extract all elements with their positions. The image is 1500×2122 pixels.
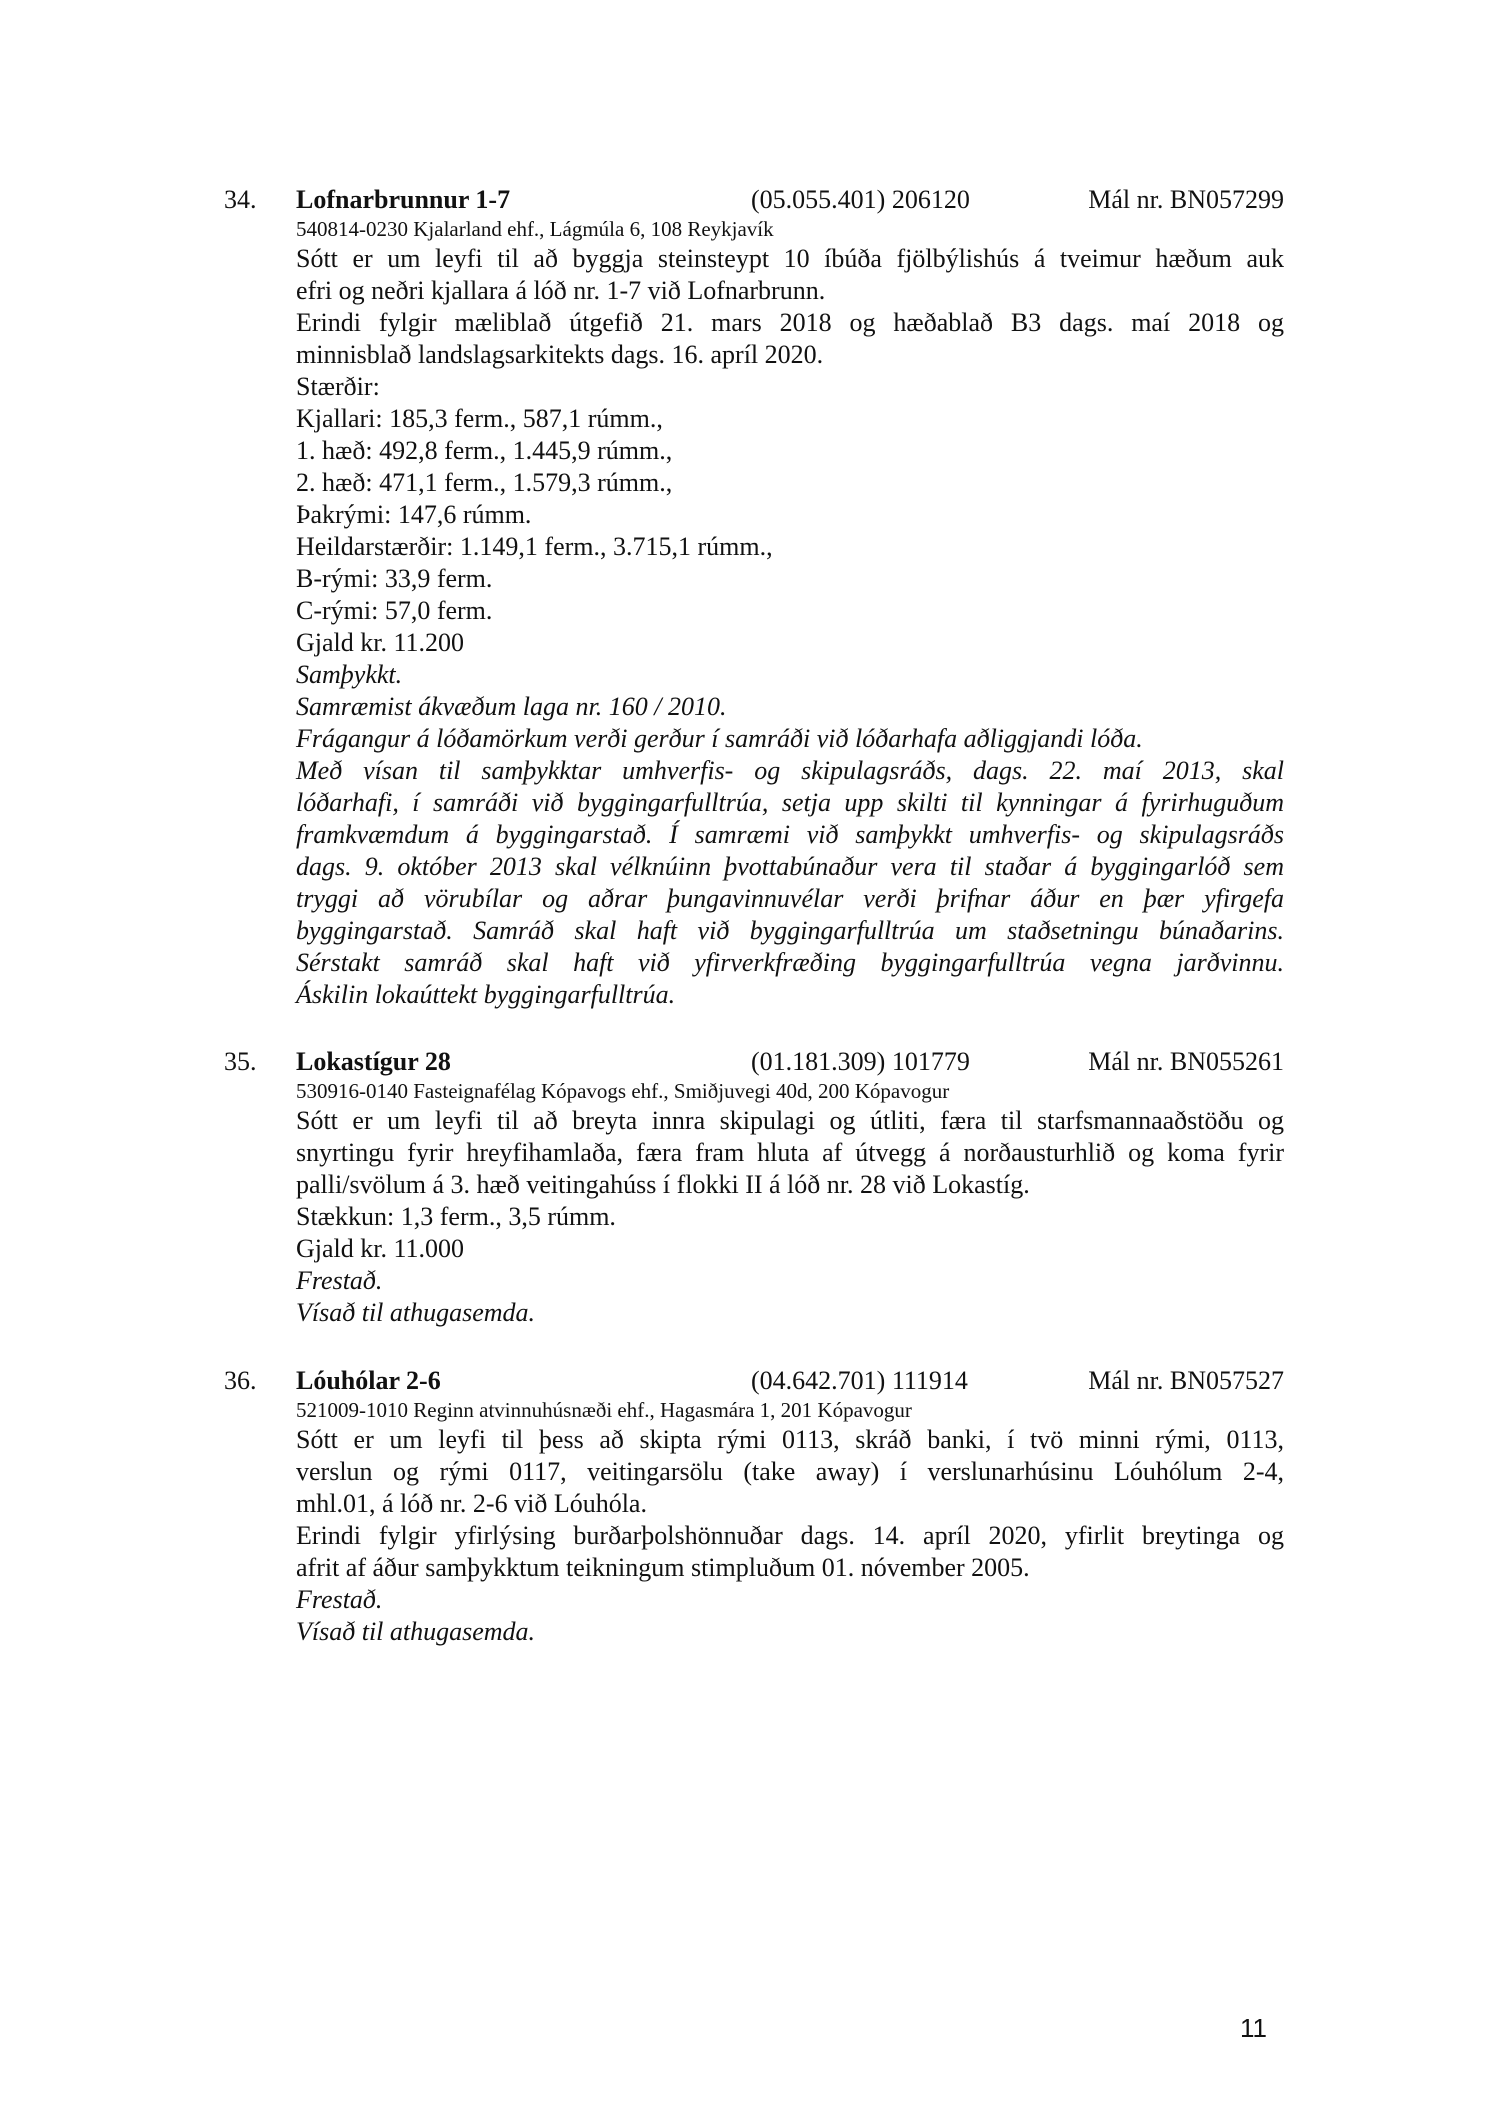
case-header: [224, 1364, 1284, 1397]
description-line: mhl.01, á lóð nr. 2-6 við Lóuhóla.: [296, 1489, 647, 1518]
page-number: 11: [1240, 2013, 1267, 2043]
size-line: Stækkun: 1,3 ferm., 3,5 rúmm.: [296, 1202, 616, 1231]
case-number: 34.: [224, 185, 257, 214]
attachment-line: Erindi fylgir mæliblað útgefið 21. mars 2018 og hæðablað B3 dags. maí 2018 og: [296, 308, 1284, 337]
description-line: Sótt er um leyfi til að byggja steinsteypt 10 íbúða fjölbýlishús á tveimur hæðum auk: [296, 244, 1284, 273]
attachment-line: afrit af áður samþykktum teikningum stimpluðum 01. nóvember 2005.: [296, 1553, 1030, 1582]
case-reference: Mál nr. BN057527: [1088, 1366, 1284, 1395]
decision: Samþykkt.: [296, 660, 403, 689]
description-line: snyrtingu fyrir hreyfihamlaða, færa fram hluta af útvegg á norðausturhlið og koma fyrir: [296, 1138, 1284, 1167]
applicant: 530916-0140 Fasteignafélag Kópavogs ehf., Smiðjuvegi 40d, 200 Kópavogur: [296, 1079, 950, 1103]
decision-note: Vísað til athugasemda.: [296, 1617, 536, 1646]
case-number: 35.: [224, 1047, 257, 1076]
decision: Frestað.: [296, 1266, 383, 1295]
decision-note: Frágangur á lóðamörkum verði gerður í samráði við lóðarhafa aðliggjandi lóða.: [296, 724, 1143, 753]
case-34: [224, 183, 1284, 1011]
case-address: Lóuhólar 2-6: [296, 1366, 441, 1395]
sizes-heading: Stærðir:: [296, 372, 380, 401]
size-line: Kjallari: 185,3 ferm., 587,1 rúmm.,: [296, 404, 663, 433]
case-36: [224, 1364, 1284, 1648]
applicant: 540814-0230 Kjalarland ehf., Lágmúla 6, 108 Reykjavík: [296, 217, 774, 241]
case-header: [224, 1045, 1284, 1078]
decision-note: framkvæmdum á byggingarstað. Í samræmi við samþykkt umhverfis- og skipulagsráðs: [296, 820, 1284, 849]
fee-line: Gjald kr. 11.200: [296, 628, 465, 657]
land-number: (05.055.401) 206120: [751, 185, 970, 214]
description-line: Sótt er um leyfi til að breyta innra skipulagi og útliti, færa til starfsmannaaðstöðu og: [296, 1106, 1284, 1135]
land-number: (04.642.701) 111914: [751, 1366, 968, 1395]
size-line: 1. hæð: 492,8 ferm., 1.445,9 rúmm.,: [296, 436, 673, 465]
decision: Frestað.: [296, 1585, 383, 1614]
case-address: Lokastígur 28: [296, 1047, 451, 1076]
case-address: Lofnarbrunnur 1-7: [296, 185, 511, 214]
attachment-line: minnisblað landslagsarkitekts dags. 16. apríl 2020.: [296, 340, 824, 369]
size-line: B-rými: 33,9 ferm.: [296, 564, 493, 593]
attachment-line: Erindi fylgir yfirlýsing burðarþolshönnuðar dags. 14. apríl 2020, yfirlit breytinga og: [296, 1521, 1284, 1550]
case-35: [224, 1045, 1284, 1329]
description-line: palli/svölum á 3. hæð veitingahúss í flokki II á lóð nr. 28 við Lokastíg.: [296, 1170, 1030, 1199]
decision-note: Vísað til athugasemda.: [296, 1298, 536, 1327]
size-line: Þakrými: 147,6 rúmm.: [296, 500, 532, 529]
decision-note: Sérstakt samráð skal haft við yfirverkfræðing byggingarfulltrúa vegna jarðvinnu.: [296, 948, 1284, 977]
description-line: verslun og rými 0117, veitingarsölu (take away) í verslunarhúsinu Lóuhólum 2-4,: [296, 1457, 1284, 1486]
description-line: Sótt er um leyfi til þess að skipta rými 0113, skráð banki, í tvö minni rými, 0113,: [296, 1425, 1284, 1454]
case-reference: Mál nr. BN057299: [1088, 185, 1284, 214]
case-header: [224, 183, 1284, 216]
case-reference: Mál nr. BN055261: [1088, 1047, 1284, 1076]
size-line: 2. hæð: 471,1 ferm., 1.579,3 rúmm.,: [296, 468, 673, 497]
decision-note: byggingarstað. Samráð skal haft við byggingarfulltrúa um staðsetningu búnaðarins.: [296, 916, 1284, 945]
decision-note: tryggi að vörubílar og aðrar þungavinnuvélar verði þrifnar áður en þær yfirgefa: [296, 884, 1284, 913]
description-line: efri og neðri kjallara á lóð nr. 1-7 við Lofnarbrunn.: [296, 276, 826, 305]
decision-note: lóðarhafi, í samráði við byggingarfulltrúa, setja upp skilti til kynningar á fyrirhuguðum: [296, 788, 1284, 817]
decision-note: Með vísan til samþykktar umhverfis- og skipulagsráðs, dags. 22. maí 2013, skal: [296, 756, 1284, 785]
decision-note: Áskilin lokaúttekt byggingarfulltrúa.: [296, 980, 676, 1009]
decision-note: Samræmist ákvæðum laga nr. 160 / 2010.: [296, 692, 727, 721]
decision-note: dags. 9. október 2013 skal vélknúinn þvottabúnaður vera til staðar á byggingarlóð sem: [296, 852, 1284, 881]
applicant: 521009-1010 Reginn atvinnuhúsnæði ehf., Hagasmára 1, 201 Kópavogur: [296, 1398, 912, 1422]
land-number: (01.181.309) 101779: [751, 1047, 970, 1076]
size-line: Heildarstærðir: 1.149,1 ferm., 3.715,1 rúmm.,: [296, 532, 773, 561]
fee-line: Gjald kr. 11.000: [296, 1234, 465, 1263]
case-number: 36.: [224, 1366, 257, 1395]
size-line: C-rými: 57,0 ferm.: [296, 596, 493, 625]
